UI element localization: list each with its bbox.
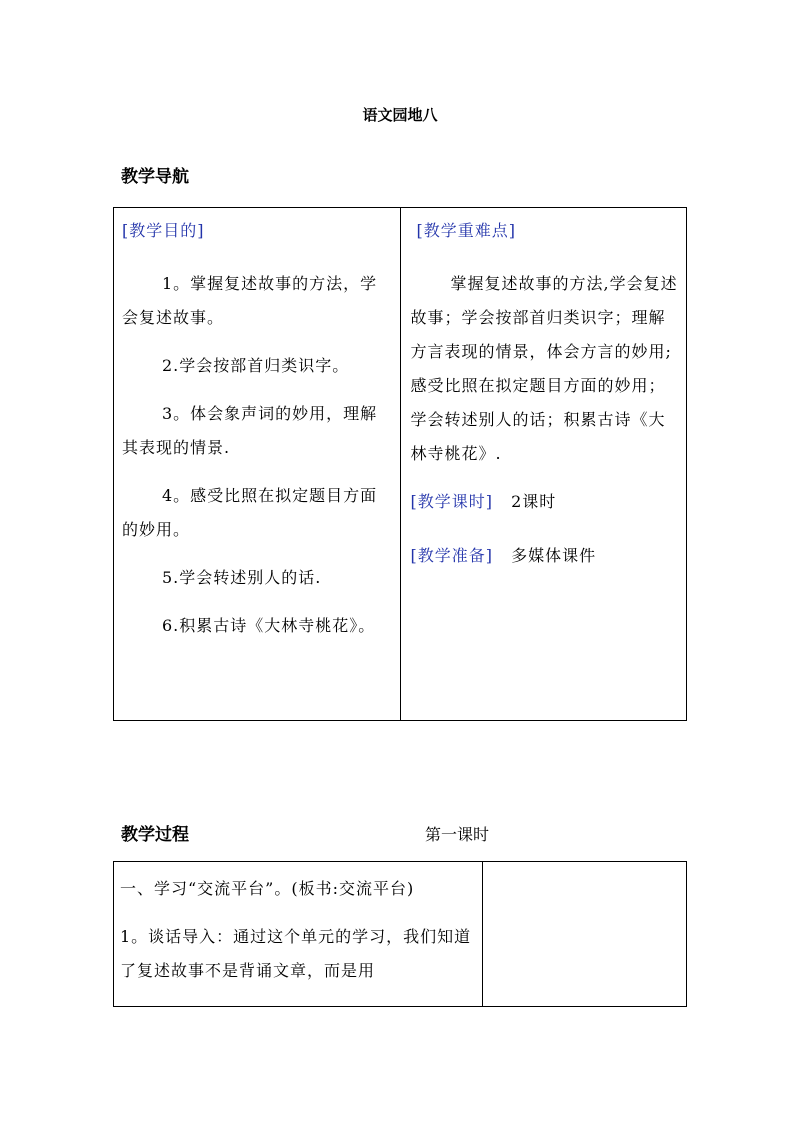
goal-item: 1。掌握复述故事的方法，学会复述故事。 (122, 274, 378, 327)
section-heading-navigation: 教学导航 (121, 167, 189, 187)
class-hours-value: 2课时 (511, 492, 557, 511)
key-points-label: [教学重难点] (416, 221, 516, 240)
goal-item: 5.学会转述别人的话. (162, 568, 322, 587)
goal-item: 3。体会象声词的妙用，理解其表现的情景. (122, 404, 378, 457)
goals-label: [教学目的] (122, 221, 205, 240)
goal-item: 2.学会按部首归类识字。 (162, 356, 350, 375)
class-hours-label: [教学课时] (410, 492, 493, 511)
goal-item: 4。感受比照在拟定题目方面的妙用。 (122, 486, 378, 539)
process-notes-cell (483, 862, 687, 1007)
teaching-navigation-table (113, 207, 687, 721)
lesson-label: 第一课时 (425, 825, 490, 844)
section-heading-process: 教学过程 (121, 825, 189, 845)
page-title: 语文园地八 (362, 106, 438, 124)
goals-cell (114, 208, 401, 721)
preparation-value: 多媒体课件 (511, 546, 597, 565)
process-content-cell (114, 862, 483, 1007)
process-line: 1。谈话导入：通过这个单元的学习，我们知道了复述故事不是背诵文章，而是用 (120, 927, 472, 980)
preparation-label: [教学准备] (410, 546, 493, 565)
process-line: 一、学习“交流平台”。(板书:交流平台) (120, 879, 415, 898)
goal-item: 6.积累古诗《大林寺桃花》。 (162, 616, 376, 635)
key-points-text: 掌握复述故事的方法,学会复述故事；学会按部首归类识字；理解方言表现的情景，体会方言的妙用;感受比照在拟定题目方面的妙用；学会转述别人的话；积累古诗《大林寺桃花》. (410, 274, 678, 463)
teaching-process-table (113, 861, 687, 1007)
key-points-cell (400, 208, 687, 721)
